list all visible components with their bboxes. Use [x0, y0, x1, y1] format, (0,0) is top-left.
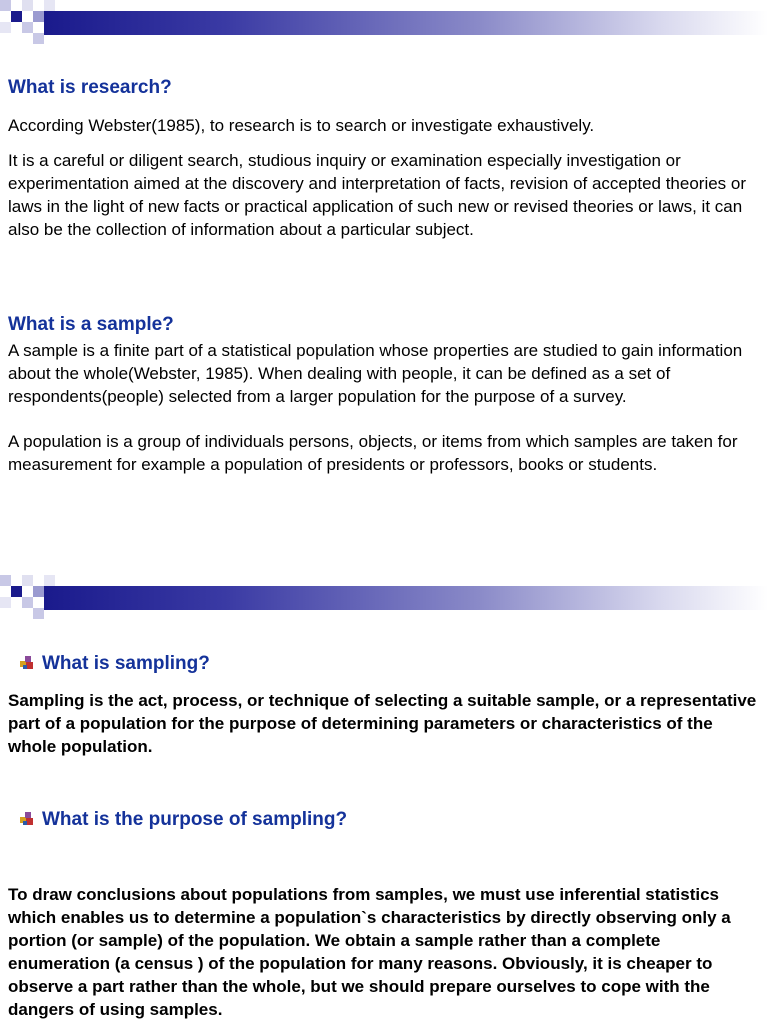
heading-text: What is the purpose of sampling?: [42, 809, 348, 830]
paragraph-population-definition: A population is a group of individuals persons, objects, or items from which samples are taken for measurement for example a population of presidents or professors, books or students.: [8, 432, 738, 474]
paragraph-research-description: It is a careful or diligent search, studious inquiry or examination especially investigation or experimentation aimed at the discovery and interpretation of facts, revision of accepted theories or laws in the light of new facts or practical application of such new or revised theories or laws, it can also be the collection of information about a particular subject.: [8, 151, 747, 239]
header-gradient-bar: [44, 586, 768, 610]
header-decoration: [0, 0, 768, 48]
colored-square-bullet-icon: [20, 812, 34, 826]
slide-2: [0, 575, 768, 1024]
checkered-squares-icon: [0, 575, 11, 586]
heading-purpose-of-sampling: [20, 809, 347, 831]
heading-what-is-research: What is research?: [8, 77, 172, 98]
checkered-squares-icon: [0, 0, 11, 11]
heading-what-is-a-sample: What is a sample?: [8, 314, 174, 335]
paragraph-sampling-definition: Sampling is the act, process, or technique of selecting a suitable sample, or a representative part of a population for the purpose of determining parameters or characteristics of the whole population.: [8, 691, 757, 756]
heading-what-is-sampling: [20, 653, 210, 675]
heading-text: What is sampling?: [42, 653, 210, 674]
paragraph-sampling-purpose: To draw conclusions about populations from samples, we must use inferential statistics which enables us to determine a population`s characteristics by directly observing only a portion (or sample) of the population. We obtain a sample rather than a complete enumeration (a census ) of the population for many reasons. Obviously, it is cheaper to observe a part rather than the whole, but we should prepare ourselves to cope with the dangers of using samples.: [8, 885, 731, 1019]
colored-square-bullet-icon: [20, 656, 34, 670]
paragraph-research-definition: According Webster(1985), to research is to search or investigate exhaustively.: [8, 116, 595, 135]
paragraph-sample-definition: A sample is a finite part of a statistical population whose properties are studied to gain information about the whole(Webster, 1985). When dealing with people, it can be defined as a set of respondents(people) selected from a larger population for the purpose of a survey.: [8, 341, 743, 406]
header-gradient-bar: [44, 11, 768, 35]
header-decoration: [0, 575, 768, 623]
